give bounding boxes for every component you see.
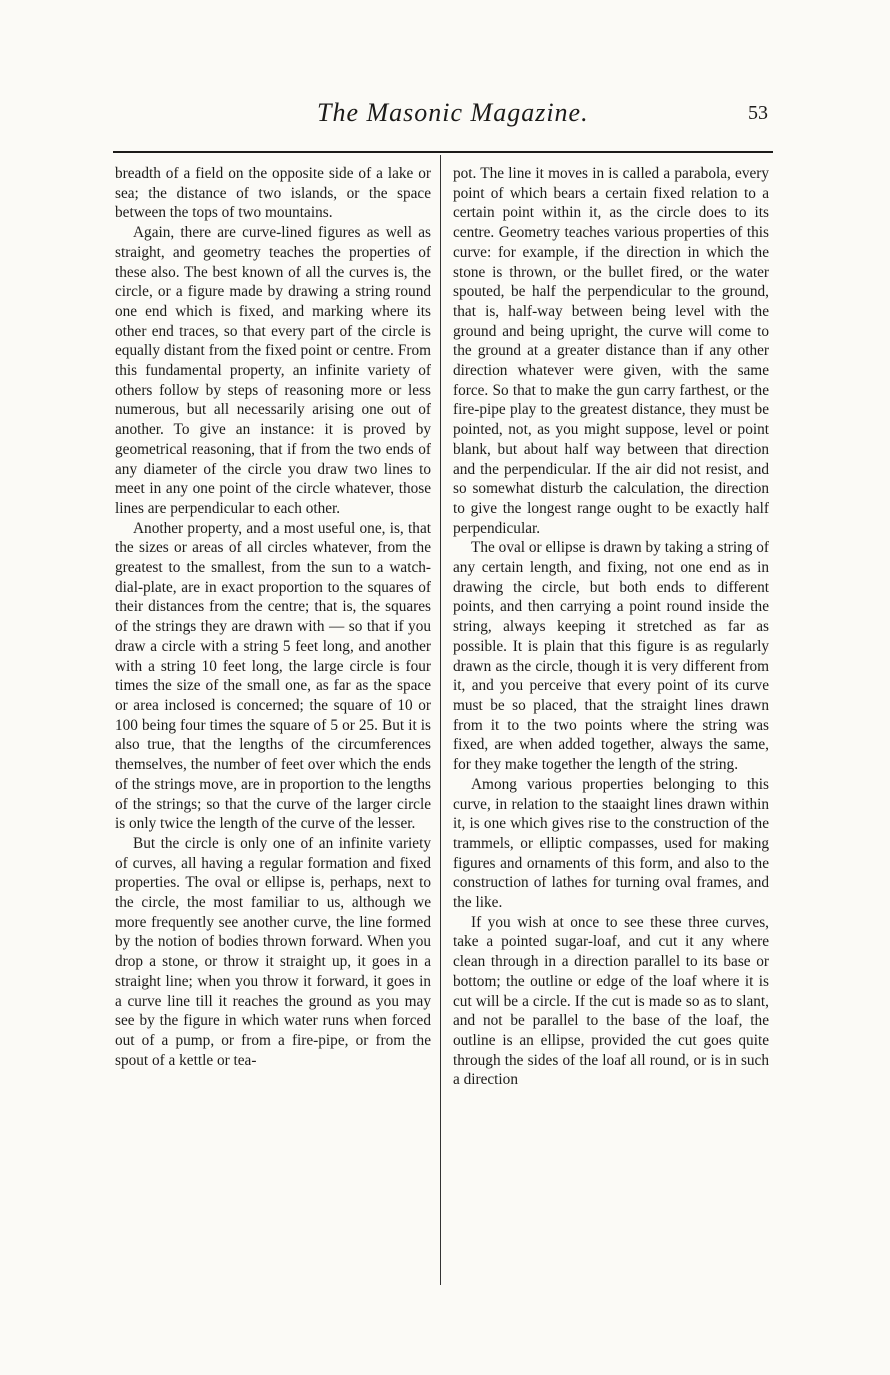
paragraph: Again, there are curve-lined figures as well as straight, and geometry teaches the properties of these also. The best known of all the curves is, the circle, or a figure made by drawing a string round one end which is fixed, and marking where its other end traces, so that every part of the circle is equally distant from the fixed point or centre. From this fundamental property, an infinite variety of others follow by steps of reasoning more or less numerous, but all necessarily arising one out of another. To give an instance: it is proved by geometrical reasoning, that if from the two ends of any diameter of the circle you draw two lines to meet in any one point of the circle whatever, those lines are perpendicular to each other. bbox=[115, 224, 431, 517]
page-number: 53 bbox=[748, 102, 768, 124]
paragraph: If you wish at once to see these three curves, take a pointed sugar-loaf, and cut it any where clean through in a direction parallel to its base or bottom; the outline or edge of the loaf where it is cut will be a circle. If the cut is made so as to slant, and not be parallel to the base of the loaf, the outline is an ellipse, provided the cut goes quite through the sides of the loaf all round, or is in such a direction bbox=[453, 913, 769, 1089]
paragraph: breadth of a field on the opposite side of a lake or sea; the distance of two islands, or the space between the tops of two mountains. bbox=[115, 165, 431, 222]
paragraph: The oval or ellipse is drawn by taking a string of any certain length, and fixing, not one end as in drawing the circle, but both ends to different points, and then carrying a point round inside the string, always keeping it stretched as far as possible. It is plain that this figure is as regularly drawn as the circle, though it is very different from it, and you perceive that every point of its curve must be so placed, that the straight lines drawn from it to the two points where the string was fixed, are when added together, always the same, for they make together the length of the string. bbox=[453, 539, 769, 774]
column-divider bbox=[440, 155, 441, 1285]
paragraph: But the circle is only one of an infinite variety of curves, all having a regular formation and fixed properties. The oval or ellipse is, perhaps, next to the circle, the most familiar to us, although we more frequently see another curve, the line formed by the notion of bodies thrown forward. When you drop a stone, or throw it straight up, it goes in a straight line; when you throw it forward, it goes in a curve line till it reaches the ground as you may see by the figure in which water runs when forced out of a pump, or from a fire-pipe, or from the spout of a kettle or tea- bbox=[115, 834, 431, 1069]
paragraph: Among various properties belonging to this curve, in relation to the staaight lines drawn within it, is one which gives rise to the construction of the trammels, or elliptic compasses, used for making figures and ornaments of this form, and also to the construction of lathes for turning oval frames, and the like. bbox=[453, 775, 769, 912]
right-column bbox=[453, 164, 769, 1090]
running-title: The Masonic Magazine. bbox=[317, 98, 589, 127]
header-rule bbox=[113, 151, 773, 153]
page-header bbox=[0, 98, 890, 134]
paragraph: pot. The line it moves in is called a parabola, every point of which bears a certain fixed relation to a certain point within it, as the circle does to its centre. Geometry teaches various properties of this curve: for example, if the direction in which the stone is thrown, or the bullet fired, or the water spouted, be half the perpendicular to the ground, that is, half-way between being level with the ground and being upright, the curve will come to the ground at a greater distance than if any other direction whatever were given, with the same force. So that to make the gun carry farthest, or the fire-pipe play to the greatest distance, they must be pointed, not, as you might suppose, level or point blank, but about half way between that direction and the perpendicular. If the air did not resist, and so somewhat disturb the calculation, the direction to give the longest range ought to be exactly half perpendicular. bbox=[453, 165, 769, 537]
paragraph: Another property, and a most useful one, is, that the sizes or areas of all circles whatever, from the greatest to the smallest, from the sun to a watch-dial-plate, are in exact proportion to the squares of their distances from the centre; that is, the squares of the strings they are drawn with — so that if you draw a circle with a string 5 feet long, and another with a string 10 feet long, the large circle is four times the size of the small one, as far as the space or area inclosed is concerned; the square of 10 or 100 being four times the square of 5 or 25. But it is also true, that the lengths of the circumferences themselves, the number of feet over which the ends of the strings move, are in proportion to the lengths of the strings; so that the curve of the larger circle is only twice the length of the curve of the lesser. bbox=[115, 519, 431, 833]
left-column bbox=[115, 164, 431, 1070]
